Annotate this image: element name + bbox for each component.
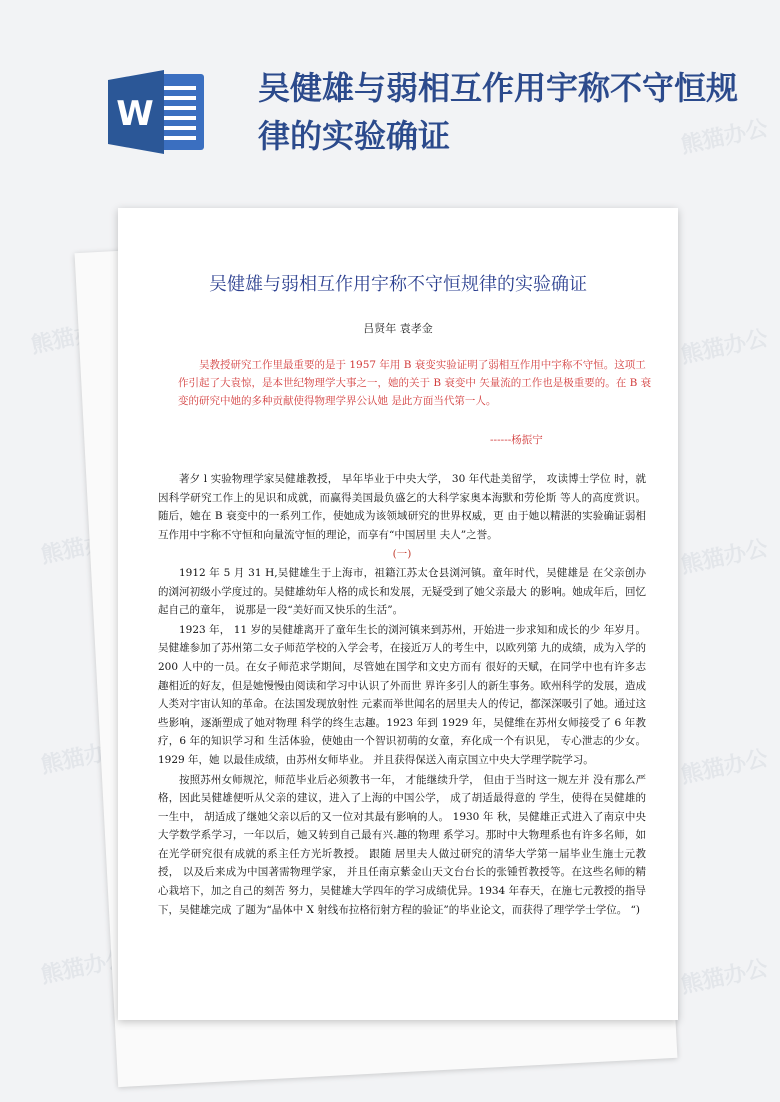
watermark: 熊猫办公	[38, 736, 131, 779]
header	[0, 0, 780, 200]
paragraph: 按照苏州女师规沱，师范毕业后必须教书一年， 才能继续升学， 但由于当时这一规左并 没有那么严格，因此吴健雄便听从父亲的建议，进入了上海的中国公学， 成了胡适最得意的 学生，使得在吴健雄的一生中， 胡适成了继她父亲以后的又一位对其最有影响的人。 1930 年 秋，吴健雄正式进入了南京中央大学数学系学习，一年以后，她又转到自己最有兴.趣的物理 系学习。那时中大物理系也有许多名师，如在光学研究很有成就的系主任方光圻教授。 跟随 居里夫人做过研究的清华大学第一届毕业生施士元教授， 以及后来成为中国著需物理学家， 并且任南京紫金山天文台台长的张锺哲教授等。在这些名师的精心栽培下，加之自己的刻苦 努力，吴健雄大学四年的学习成绩优异。1934 年春天，在施七元教授的指导下，吴健雄完成 了题为“晶体中 X 射线布拉格衍射方程的验证”的毕业论文，而获得了理学学士学位。 “)	[158, 773, 646, 916]
document-title: 吴健雄与弱相互作用宇称不守恒规律的实验确证	[258, 69, 739, 155]
watermark: 熊猫办公	[38, 526, 131, 569]
word-document-icon	[108, 68, 208, 156]
watermark: 熊猫办公	[678, 956, 771, 999]
body-text	[158, 470, 646, 920]
epigraph-signature: ------杨振宁	[490, 434, 543, 446]
paragraph: 1912 年 5 月 31 H,吴健雄生于上海市，祖籍江苏太仓县浏河镇。童年时代，吴健雄是 在父亲创办的浏河初级小学度过的。吴健雄幼年人格的成长和发展，无疑受到了她父亲最大 的影响。她成年后，回忆起自己的童年， 说那是一段“美好而又快乐的生活”。	[158, 566, 646, 617]
section-heading: (一)	[392, 548, 412, 561]
watermark: 熊猫办公	[38, 946, 131, 989]
paper-authors: 吕贤年 袁孝金	[363, 322, 433, 335]
watermark: 熊猫办公	[678, 326, 771, 369]
paper-title: 吴健雄与弱相互作用宇称不守恒规律的实验确证	[209, 274, 587, 295]
word-icon-letter: W	[116, 94, 154, 134]
watermark: 熊猫办公	[678, 116, 771, 159]
watermark: 熊猫办公	[28, 316, 121, 359]
epigraph-text: 吴教授研究工作里最重要的是于 1957 年用 B 衰变实验证明了弱相互作用中宇称不守恒。这项工作引起了大袁惊，是本世纪物理学大事之一，她的关于 B 衰变中 矢量流的工作也是极重要的。在 B 衰变的研究中她的多种贡献使得物理学界公认她 是此方面当代第一人。	[178, 359, 652, 407]
paragraph: 著夕 l 实验物理学家吴健雄教授， 早年毕业于中央大学， 30 年代赴美留学， 攻读博士学位 时，就因科学研究工作上的见识和成就，而赢得美国最负盛乞的大科学家奥本海默和劳伦斯 等人的高度赏识。 随后，她在 B 衰变中的一系列工作，使她成为该领域研究的世界权威，更 由于她以精湛的实验确证弱相互作用中宇称不守恒和向量流守恒的理论，而享有“中国居里 夫人”之誉。	[158, 473, 646, 541]
paragraph: 1923 年， 11 岁的吴健雄离开了童年生长的浏河镇来到苏州，开始进一步求知和成长的少 年岁月。吴健雄参加了苏州第二女子师范学校的入学会考，在接近万人的考生中，以欧列第 九的成绩，成为入学的 200 人中的一员。在女子师范求学期间，尽管她在国学和文史方而有 很好的天赋，在同学中也有许多志趣相近的好友，但是她慢慢由阅读和学习中认识了外而世 界许多引人的新生事务。欧州科学的发展，造成人类对宇宙认知的革命。在法国发现放射性 元素而举世闻名的居里夫人的传记，都深深吸引了她。通过这些影响，逐渐塑成了她对物理 科学的终生志趣。1923 年到 1929 年，吴健维在苏州女师接受了 6 年教疗，6 年的知识学习和 生活体验，使她由一个智识初萌的女童，弃化成一个有识见， 专心泄志的少女。1929 年，她 以最佳成绩，由苏州女师毕业。 并且获得保送入南京国立中央大学理学院学习。	[158, 623, 646, 766]
document-page	[118, 208, 678, 1020]
watermark: 熊猫办公	[678, 536, 771, 579]
epigraph-quote	[178, 356, 656, 410]
watermark: 熊猫办公	[678, 746, 771, 789]
